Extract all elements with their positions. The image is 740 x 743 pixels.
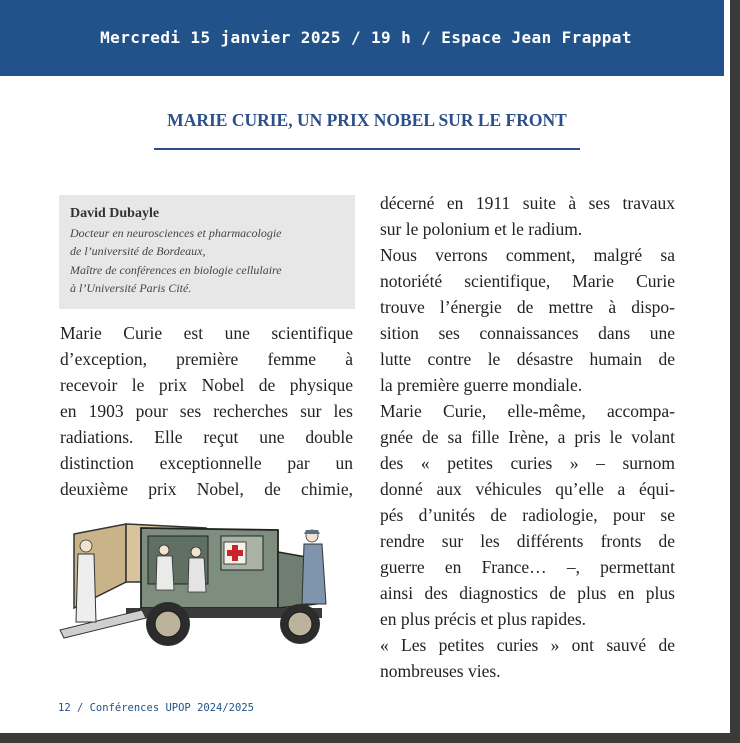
paragraph-line: recevoir le prix Nobel de physique — [60, 375, 353, 395]
paragraph-line: des « petites curies » – surnom — [380, 453, 675, 473]
viewer-border-right — [730, 0, 740, 743]
event-date-location: Mercredi 15 janvier 2025 / 19 h / Espace Jean Frappat — [100, 28, 632, 47]
paragraph-line: Nous verrons comment, malgré sa — [380, 245, 675, 265]
paragraph-line: ainsi des diagnostics de plus en plus — [380, 583, 675, 603]
author-info-box — [59, 195, 355, 309]
paragraph-line: notoriété scientifique, Marie Curie — [380, 271, 675, 291]
paragraph-line: deuxième prix Nobel, de chimie, — [60, 479, 353, 499]
author-credential-line: de l’université de Bordeaux, — [70, 244, 206, 258]
paragraph-line: radiations. Elle reçut une double — [60, 427, 353, 447]
paragraph-line: d’exception, première femme à — [60, 349, 353, 369]
paragraph-line: gnée de sa fille Irène, a pris le volant — [380, 427, 675, 447]
paragraph-line: décerné en 1911 suite à ses travaux — [380, 193, 675, 213]
author-credential-line: à l’Université Paris Cité. — [70, 281, 192, 295]
title-underline — [154, 148, 580, 150]
paragraph-line: lutte contre le désastre humain de — [380, 349, 675, 369]
radiology-vehicle-illustration — [56, 512, 340, 660]
paragraph-line: sur le polonium et le radium. — [380, 219, 583, 239]
paragraph-line: pés d’unités de radiologie, pour se — [380, 505, 675, 525]
paragraph-line: trouve l’énergie de mettre à dispo- — [380, 297, 675, 317]
author-credential-line: Maître de conférences en biologie cellulaire — [70, 263, 282, 277]
author-name: David Dubayle — [70, 206, 160, 221]
page-footer: 12 / Conférences UPOP 2024/2025 — [58, 702, 254, 714]
paragraph-line: rendre sur les différents fronts de — [380, 531, 675, 551]
paragraph-line: Marie Curie, elle-même, accompa- — [380, 401, 675, 421]
paragraph-line: la première guerre mondiale. — [380, 375, 583, 395]
paragraph-line: guerre en France… –, permettant — [380, 557, 675, 577]
event-header-bar — [0, 0, 724, 76]
author-credential-line: Docteur en neurosciences et pharmacologie — [70, 226, 282, 240]
article-title: MARIE CURIE, UN PRIX NOBEL SUR LE FRONT — [167, 110, 567, 130]
paragraph-line: en plus précis et plus rapides. — [380, 609, 587, 629]
viewer-border-bottom — [0, 733, 740, 743]
paragraph-line: sition ses connaissances dans une — [380, 323, 675, 343]
paragraph-line: donné aux véhicules qu’elle a équi- — [380, 479, 675, 499]
paragraph-line: distinction exceptionnelle par un — [60, 453, 353, 473]
paragraph-line: « Les petites curies » ont sauvé de — [380, 635, 675, 655]
paragraph-line: en 1903 pour ses recherches sur les — [60, 401, 353, 421]
paragraph-line: nombreuses vies. — [380, 661, 501, 681]
paragraph-line: Marie Curie est une scientifique — [60, 323, 353, 343]
